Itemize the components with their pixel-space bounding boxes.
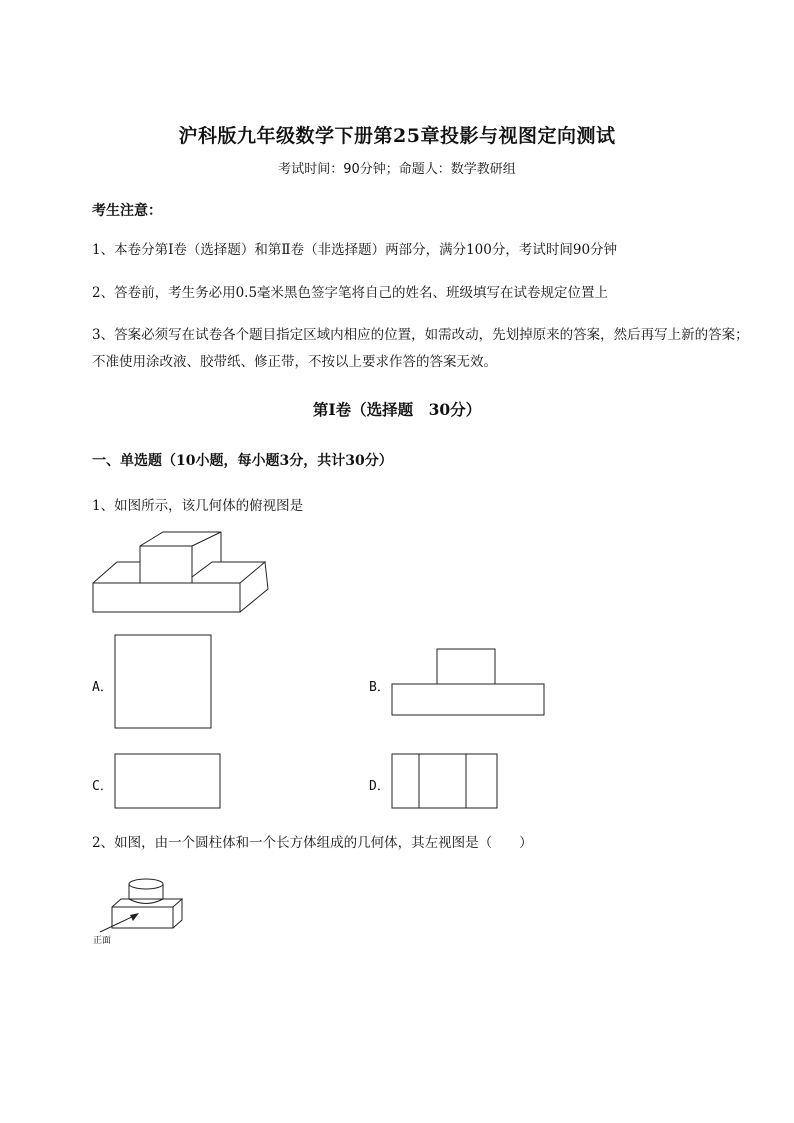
page-title: 沪科版九年级数学下册第25章投影与视图定向测试 bbox=[178, 125, 616, 147]
notice-heading: 考生注意： bbox=[92, 203, 162, 219]
question-1-stem: 1、如图所示，该几何体的俯视图是 bbox=[92, 498, 304, 514]
notice-item-1: 1、本卷分第I卷（选择题）和第Ⅱ卷（非选择题）两部分，满分100分，考试时间90分钟 bbox=[92, 242, 618, 258]
exam-info: 考试时间：90分钟；命题人：数学教研组 bbox=[278, 162, 516, 177]
notice-item-2: 2、答卷前，考生务必用0.5毫米黑色签字笔将自己的姓名、班级填写在试卷规定位置上 bbox=[92, 285, 609, 301]
option-b-label[interactable]: B． bbox=[369, 680, 390, 695]
option-c-label[interactable]: C． bbox=[92, 779, 113, 794]
option-d-label[interactable]: D． bbox=[369, 779, 390, 794]
front-direction-label: 正面 bbox=[93, 936, 112, 946]
question-2-stem: 2、如图，由一个圆柱体和一个长方体组成的几何体，其左视图是（ ） bbox=[92, 835, 533, 851]
option-a-label[interactable]: A． bbox=[92, 680, 113, 695]
part-heading: 一、单选题（10小题，每小题3分，共计30分） bbox=[92, 453, 393, 469]
section-title: 第I卷（选择题 30分） bbox=[312, 400, 482, 419]
notice-item-3: 3、答案必须写在试卷各个题目指定区域内相应的位置，如需改动，先划掉原来的答案，然后再写上新的答案；不准使用涂改液、胶带纸、修正带，不按以上要求作答的答案无效。 bbox=[92, 327, 749, 370]
